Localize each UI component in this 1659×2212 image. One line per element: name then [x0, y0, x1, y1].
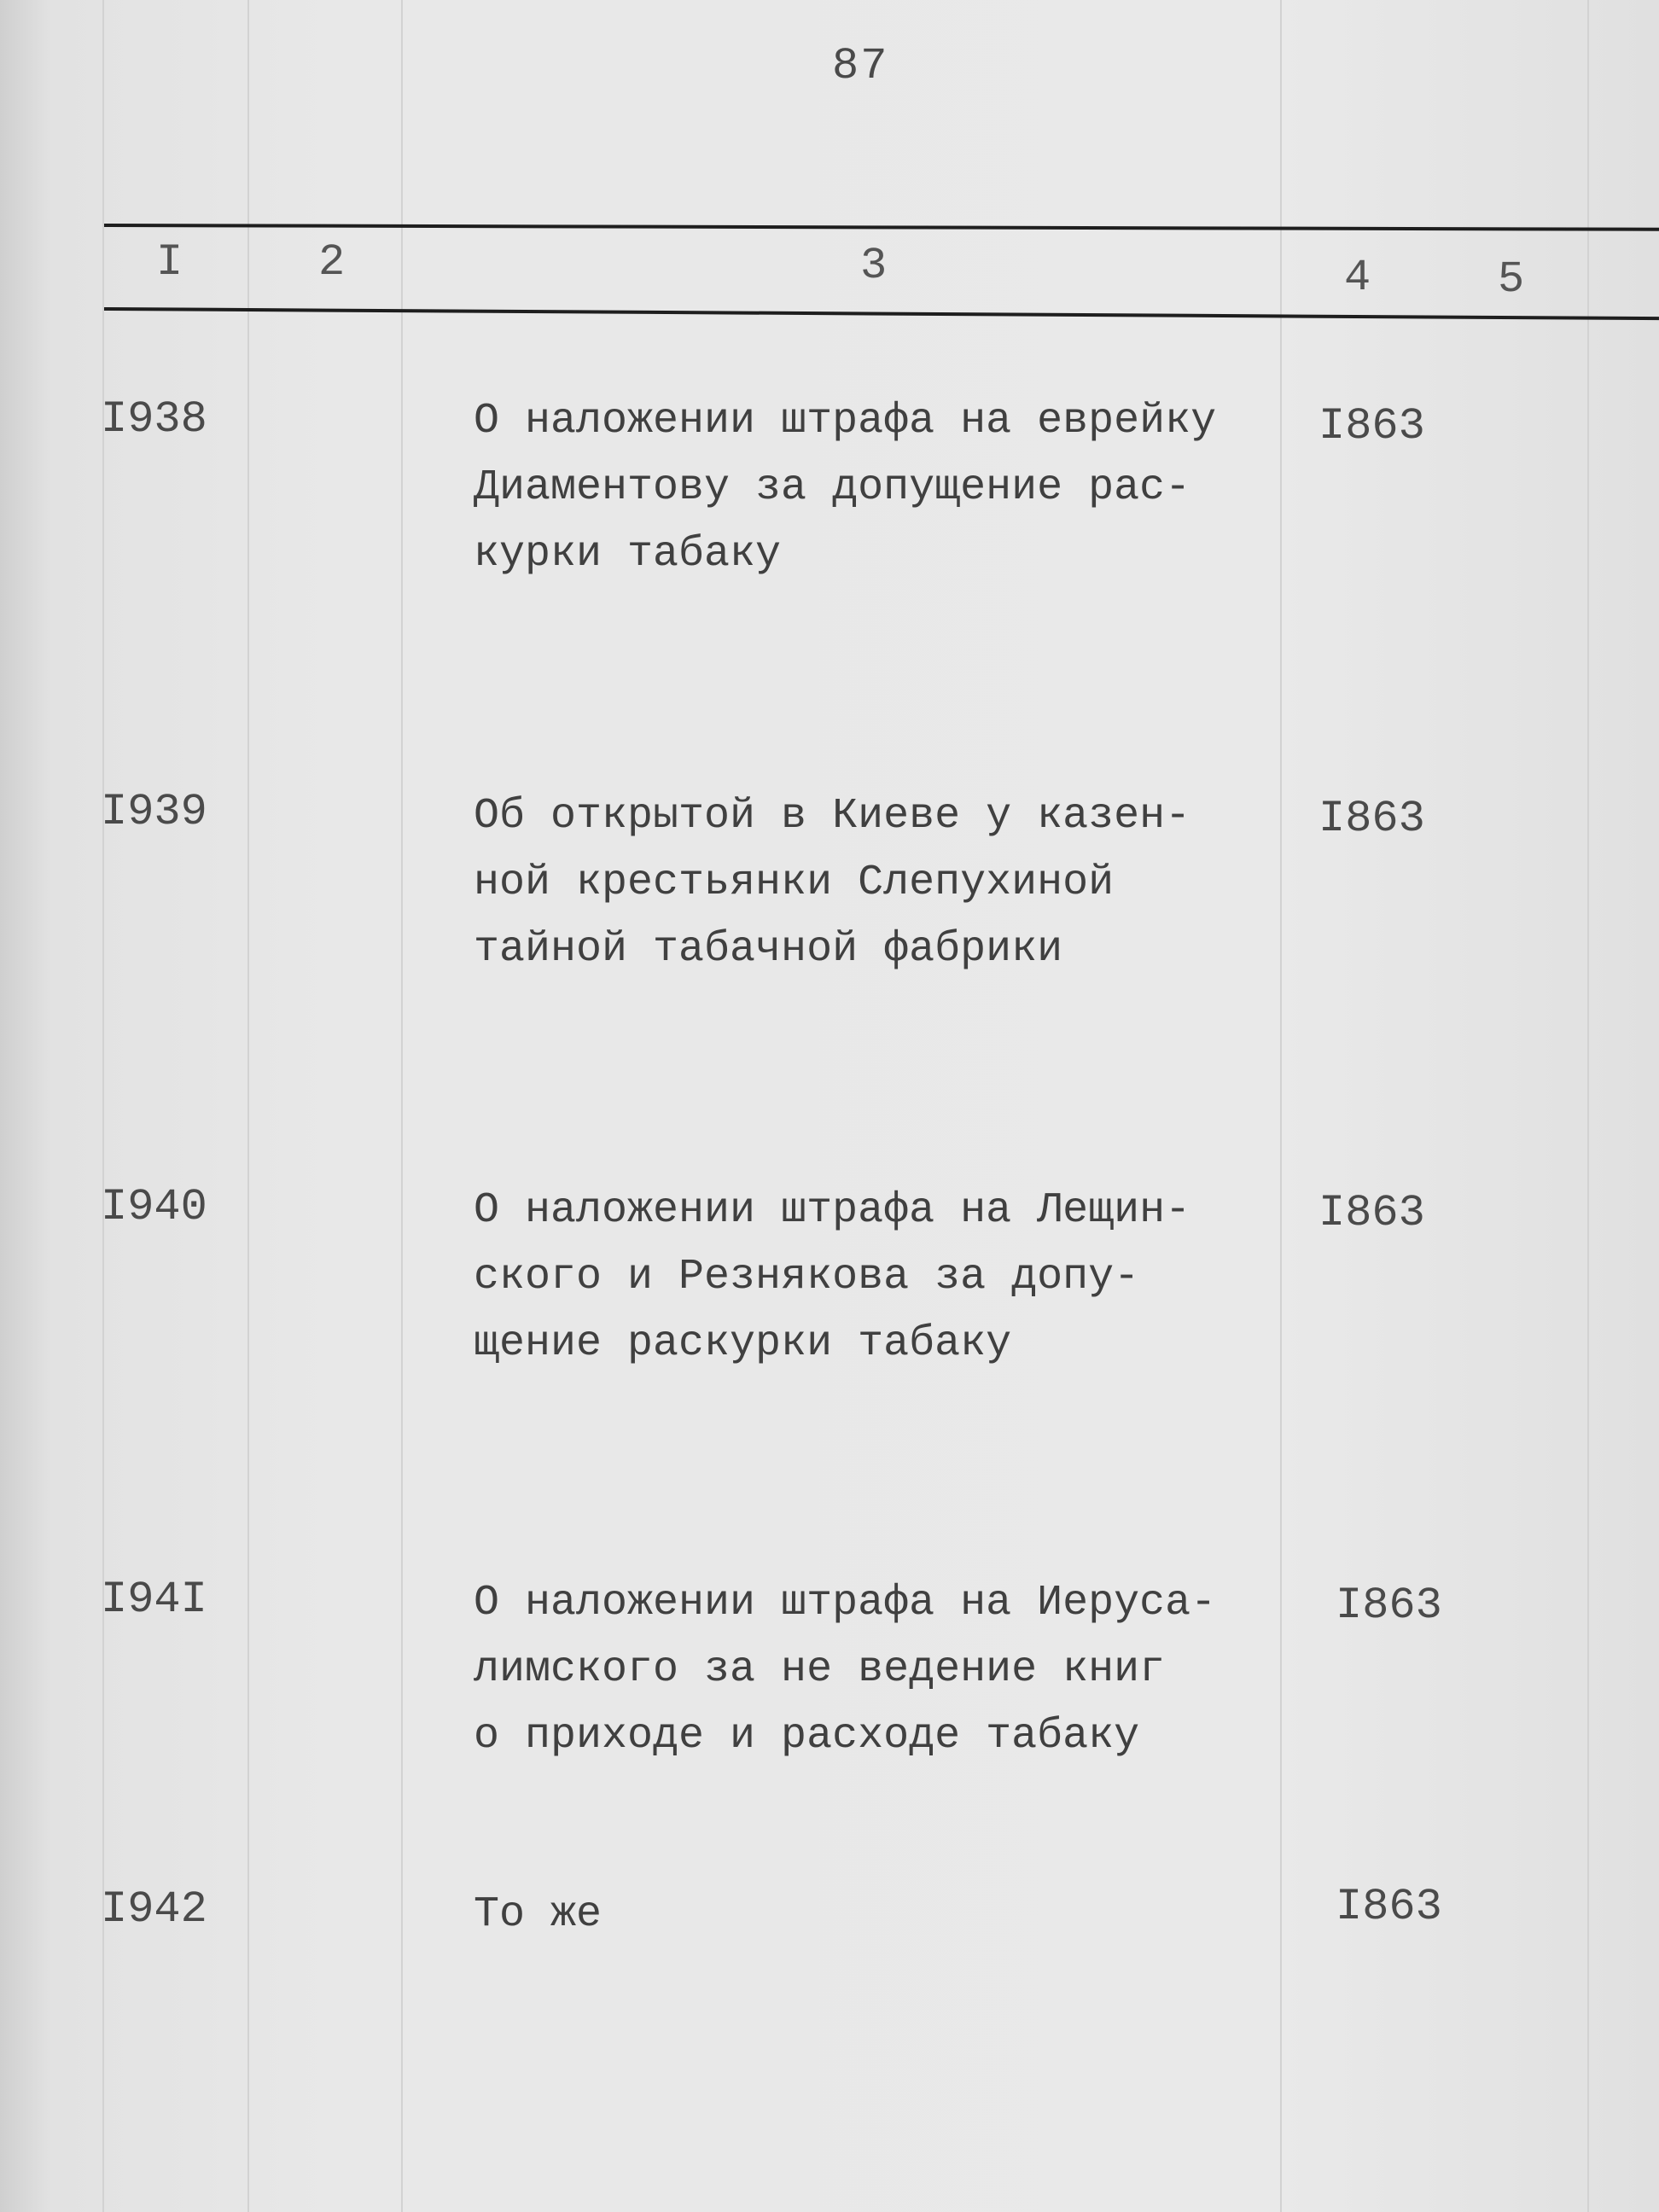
column-number-4: 4 — [1344, 253, 1371, 303]
column-number-1: I — [156, 237, 183, 288]
case-number: I938 — [101, 394, 207, 445]
case-year: I863 — [1318, 794, 1425, 844]
case-year: I863 — [1336, 1580, 1442, 1631]
column-guide — [1587, 0, 1589, 2212]
case-number: I942 — [101, 1884, 207, 1935]
column-number-2: 2 — [318, 237, 346, 288]
case-number: I939 — [101, 787, 207, 837]
column-guide — [401, 0, 403, 2212]
case-year: I863 — [1336, 1882, 1442, 1932]
column-number-3: 3 — [860, 241, 888, 291]
column-guide — [1280, 0, 1282, 2212]
case-year: I863 — [1318, 1188, 1425, 1238]
case-number: I94I — [101, 1575, 207, 1625]
case-description: Об открытой в Киеве у казен- ной крестьянки Слепухиной тайной табачной фабрики — [474, 792, 1191, 974]
case-description: То же — [474, 1890, 602, 1939]
column-guide — [102, 0, 104, 2212]
case-description: О наложении штрафа на Иеруса- лимского за не ведение книг о приходе и расходе табаку — [474, 1579, 1217, 1761]
case-year: I863 — [1318, 401, 1425, 451]
column-number-5: 5 — [1498, 254, 1525, 305]
case-number: I940 — [101, 1182, 207, 1232]
case-description: О наложении штрафа на Лещин- ского и Резнякова за допу- щение раскурки табаку — [474, 1186, 1191, 1368]
page-number: 87 — [832, 41, 889, 91]
column-guide — [247, 0, 249, 2212]
case-description: О наложении штрафа на еврейку Диаментову за допущение рас- курки табаку — [474, 397, 1217, 579]
header-bottom-rule — [104, 307, 1659, 320]
header-top-rule — [104, 224, 1659, 231]
